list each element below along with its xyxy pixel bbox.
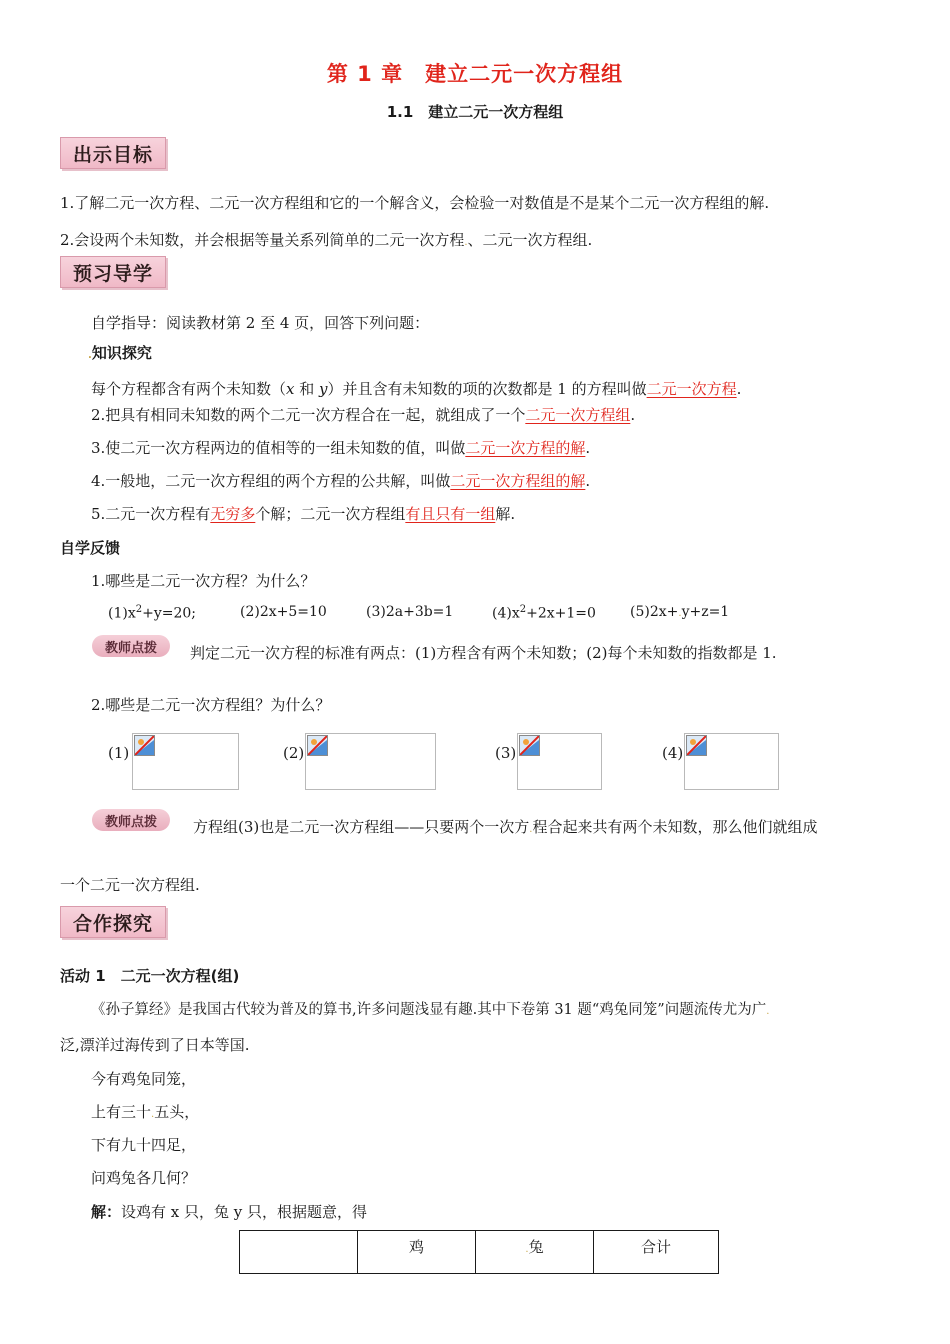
feedback-question-2: 2.哪些是二元一次方程组？为什么？ [91,696,331,714]
knowledge-item-3: 3.使二元一次方程两边的值相等的一组未知数的值，叫做二元一次方程的解. [91,439,591,457]
table-row [240,1231,719,1274]
answer-blank: 二元一次方程的解 [465,439,586,457]
table-header-cell: 鸡 [358,1231,476,1274]
broken-image-icon [686,735,707,756]
system-label-3: (3) [495,744,517,762]
activity-paragraph: 《孙子算经》是我国古代较为普及的算书,许多问题浅显有趣.其中下卷第 31 题“鸡兔同笼”问题流传尤为广. [91,1002,770,1018]
equation-option-5: (5)2x+.y+z=1 [630,604,730,620]
knowledge-item-4: 4.一般地，二元一次方程组的两个方程的公共解，叫做二元一次方程组的解. [91,472,591,490]
equation-system-image-3 [517,733,602,790]
answer-blank: 有且只有一组 [405,505,496,523]
answer-blank: 二元一次方程 [646,380,737,398]
knowledge-item-5: 5.二元一次方程有无穷多个解；二元一次方程组有且只有一组解. [91,505,516,523]
equation-option-3: (3)2a+3b=1 [366,604,454,620]
self-study-guide: 自学指导：阅读教材第 2 至 4 页，回答下列问题： [91,314,430,332]
system-label-4: (4) [662,744,684,762]
knowledge-item-1: 每个方程都含有两个未知数（x 和 y）并且含有未知数的项的次数都是 1 的方程叫做二元一次方程. [91,380,742,398]
teacher-tip-text-2: 方程组(3)也是二元一次方程组——只要两个一次方.程合起来共有两个未知数，那么他们就组成 [193,818,818,836]
chapter-title: 第 1 章 建立二元一次方程组 [326,62,624,86]
goal-item-2: 2.会设两个未知数，并会根据等量关系列简单的二元一次方程.、二元一次方程组. [60,231,593,249]
goal-item-2-text-end: 、二元一次方程组. [467,231,593,249]
answer-blank: 二元一次方程组的解 [450,472,586,490]
equation-option-4: $(4)x^2+2x+1=0$ [492,604,596,622]
poem-line-4: 问鸡兔各几何？ [91,1169,197,1187]
equation-system-image-1 [132,733,239,790]
broken-image-icon [307,735,328,756]
system-label-1: (1) [108,744,130,762]
knowledge-heading: .知识探究 [88,344,152,362]
poem-line-3: 下有九十四足， [91,1136,197,1154]
answer-blank: 无穷多 [210,505,256,523]
system-label-2: (2) [283,744,305,762]
feedback-heading: 自学反馈 [60,539,121,557]
teacher-tip-badge: 教师点拨 [92,809,170,831]
solution-line: 解：设鸡有 x 只，兔 y 只，根据题意，得 [91,1203,368,1221]
goals-section-tab: 出示目标 [60,137,166,169]
solution-label: 解： [91,1203,122,1221]
preview-section-tab: 预习导学 [60,256,166,288]
goal-item-1: 1.了解二元一次方程、二元一次方程组和它的一个解含义，会检验一对数值是不是某个二元一次方程组的解. [60,194,770,212]
table-header-cell: 合计 [594,1231,719,1274]
broken-image-icon [519,735,540,756]
knowledge-item-2: 2.把具有相同未知数的两个二元一次方程合在一起，就组成了一个二元一次方程组. [91,406,636,424]
teacher-tip-badge: 教师点拨 [92,635,170,657]
equation-system-image-2 [305,733,436,790]
explore-section-tab: 合作探究 [60,906,166,938]
section-subtitle: 1.1 建立二元一次方程组 [386,103,564,121]
broken-image-icon [134,735,155,756]
table-header-cell: .兔 [476,1231,594,1274]
equation-option-1: $(1)x^2+y=20$; [108,604,197,622]
poem-line-1: 今有鸡兔同笼， [91,1070,197,1088]
teacher-tip-text-2-end: 一个二元一次方程组. [60,876,200,894]
table-header-cell [240,1231,358,1274]
answer-blank: 二元一次方程组 [525,406,631,424]
poem-line-2: 上有三十.五头， [91,1103,200,1121]
chicken-rabbit-table [239,1230,719,1274]
equation-system-image-4 [684,733,779,790]
teacher-tip-text-1: 判定二元一次方程的标准有两点：(1)方程含有两个未知数；(2)每个未知数的指数都是 1. [190,644,777,662]
goal-item-2-text: 2.会设两个未知数，并会根据等量关系列简单的二元一次方程 [60,231,465,249]
equation-option-2: (2)2x+5=10 [240,604,327,620]
activity-paragraph-end: 泛,漂洋过海传到了日本等国. [60,1036,250,1054]
feedback-question-1: 1.哪些是二元一次方程？为什么？ [91,572,316,590]
activity-heading: 活动 1 二元一次方程(组) [60,967,240,985]
